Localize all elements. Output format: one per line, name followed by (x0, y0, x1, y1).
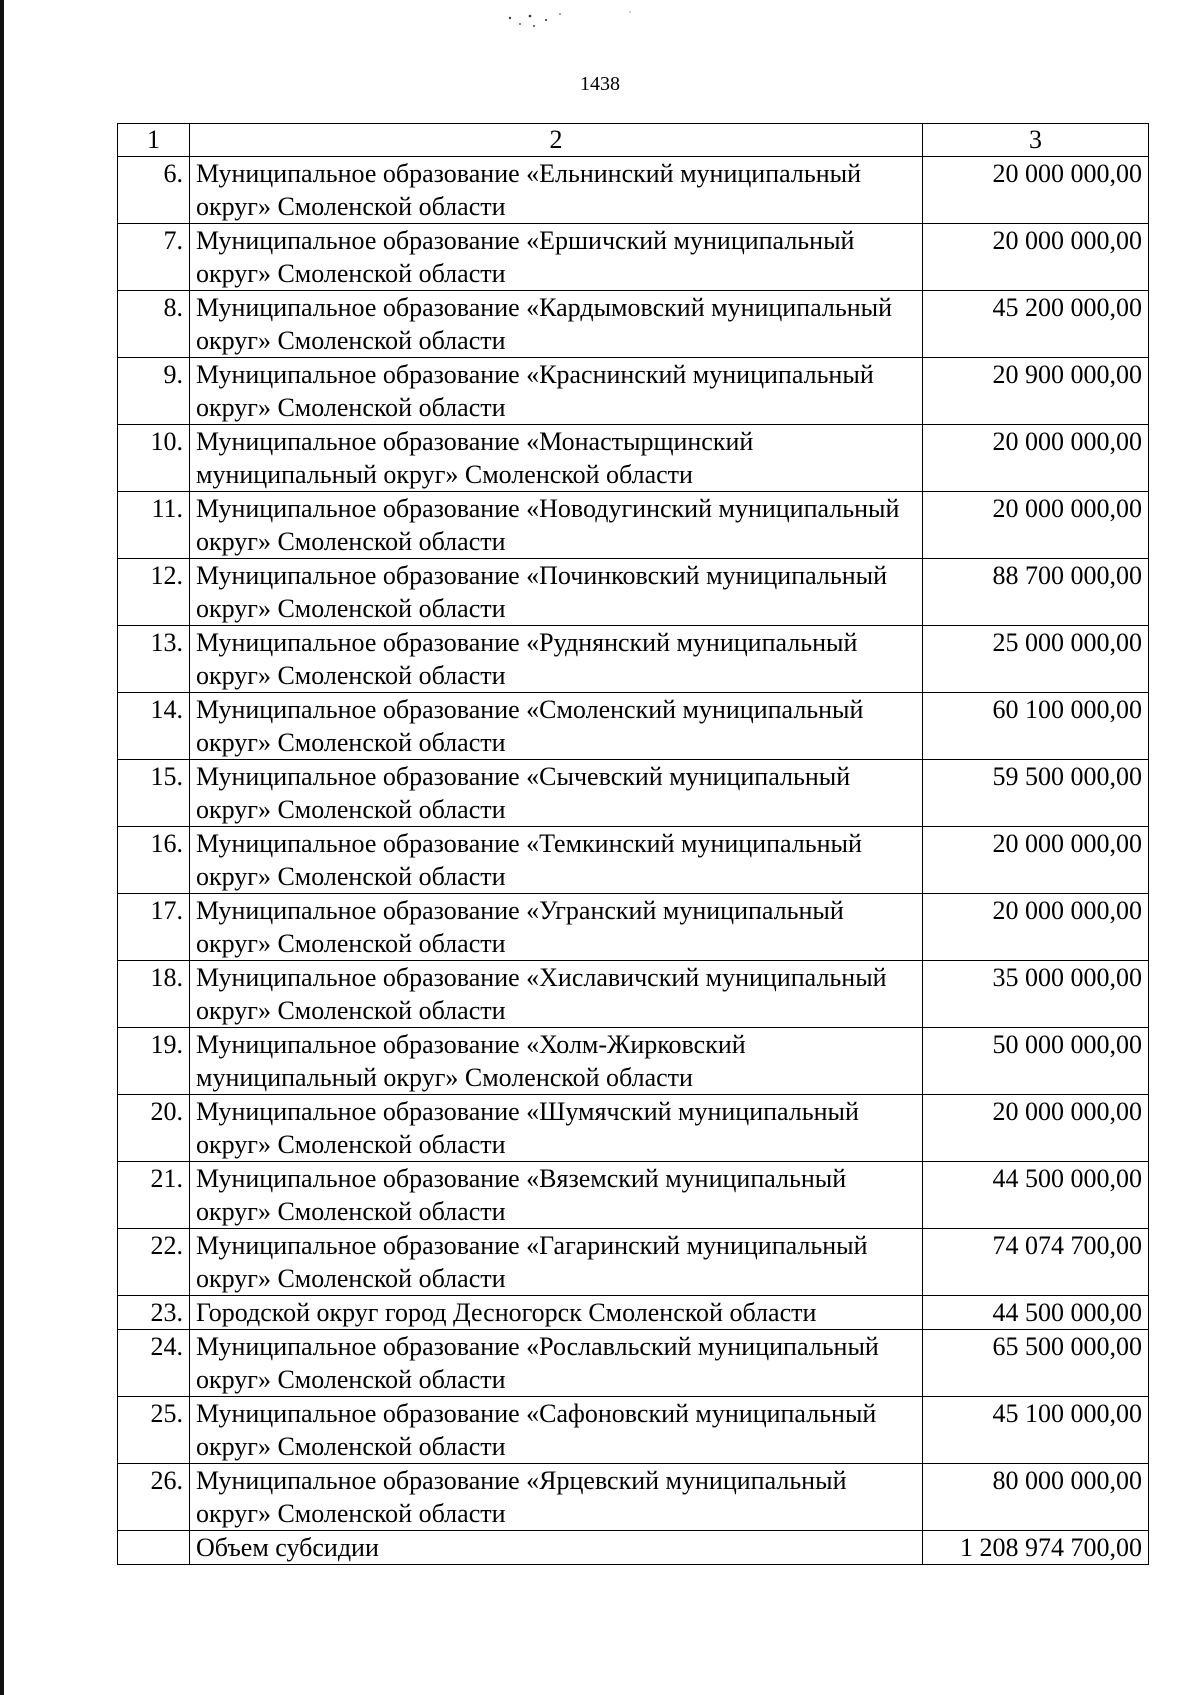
table-row (118, 224, 1149, 291)
table-row (118, 1464, 1149, 1531)
row-number: 25. (118, 1397, 190, 1464)
municipality-name: Муниципальное образование «Монастырщинский муниципальный округ» Смоленской области (190, 425, 923, 492)
subsidy-amount: 20 000 000,00 (923, 224, 1149, 291)
table-row (118, 1028, 1149, 1095)
subsidy-amount: 20 000 000,00 (923, 894, 1149, 961)
scan-edge (0, 0, 4, 1695)
table-row (118, 492, 1149, 559)
table-row (118, 626, 1149, 693)
subsidy-amount: 80 000 000,00 (923, 1464, 1149, 1531)
table-row (118, 894, 1149, 961)
table-row (118, 559, 1149, 626)
municipality-name: Муниципальное образование «Хиславичский муниципальный округ» Смоленской области (190, 961, 923, 1028)
row-number: 14. (118, 693, 190, 760)
subsidy-amount: 20 000 000,00 (923, 492, 1149, 559)
row-number: 20. (118, 1095, 190, 1162)
table-row (118, 358, 1149, 425)
row-number: 9. (118, 358, 190, 425)
subsidy-amount: 44 500 000,00 (923, 1162, 1149, 1229)
subsidy-amount: 20 000 000,00 (923, 1095, 1149, 1162)
municipality-name: Муниципальное образование «Сычевский муниципальный округ» Смоленской области (190, 760, 923, 827)
municipality-name: Муниципальное образование «Ельнинский муниципальный округ» Смоленской области (190, 157, 923, 224)
table-row (118, 157, 1149, 224)
row-number: 13. (118, 626, 190, 693)
subsidy-amount: 20 000 000,00 (923, 827, 1149, 894)
page-number: 1438 (580, 73, 620, 95)
municipality-name: Муниципальное образование «Кардымовский муниципальный округ» Смоленской области (190, 291, 923, 358)
subsidy-amount: 65 500 000,00 (923, 1330, 1149, 1397)
header-col-2: 2 (190, 124, 923, 157)
municipality-name: Муниципальное образование «Руднянский муниципальный округ» Смоленской области (190, 626, 923, 693)
row-number: 16. (118, 827, 190, 894)
municipality-name: Муниципальное образование «Шумячский муниципальный округ» Смоленской области (190, 1095, 923, 1162)
total-label: Объем субсидии (190, 1531, 923, 1565)
table-row (118, 760, 1149, 827)
subsidy-amount: 60 100 000,00 (923, 693, 1149, 760)
table-row (118, 693, 1149, 760)
total-number (118, 1531, 190, 1565)
row-number: 17. (118, 894, 190, 961)
municipality-name: Муниципальное образование «Смоленский муниципальный округ» Смоленской области (190, 693, 923, 760)
table-row (118, 1296, 1149, 1330)
subsidy-amount: 59 500 000,00 (923, 760, 1149, 827)
municipality-name: Муниципальное образование «Починковский муниципальный округ» Смоленской области (190, 559, 923, 626)
row-number: 8. (118, 291, 190, 358)
table-row (118, 1330, 1149, 1397)
row-number: 7. (118, 224, 190, 291)
header-col-1: 1 (118, 124, 190, 157)
municipality-name: Муниципальное образование «Холм-Жирковский муниципальный округ» Смоленской области (190, 1028, 923, 1095)
municipality-name: Муниципальное образование «Новодугинский муниципальный округ» Смоленской области (190, 492, 923, 559)
row-number: 26. (118, 1464, 190, 1531)
municipality-name: Муниципальное образование «Ершичский муниципальный округ» Смоленской области (190, 224, 923, 291)
subsidy-amount: 74 074 700,00 (923, 1229, 1149, 1296)
subsidy-amount: 44 500 000,00 (923, 1296, 1149, 1330)
subsidy-amount: 88 700 000,00 (923, 559, 1149, 626)
row-number: 6. (118, 157, 190, 224)
municipality-name: Муниципальное образование «Вяземский муниципальный округ» Смоленской области (190, 1162, 923, 1229)
row-number: 12. (118, 559, 190, 626)
header-col-3: 3 (923, 124, 1149, 157)
subsidy-amount: 50 000 000,00 (923, 1028, 1149, 1095)
row-number: 24. (118, 1330, 190, 1397)
row-number: 18. (118, 961, 190, 1028)
subsidy-amount: 25 000 000,00 (923, 626, 1149, 693)
row-number: 22. (118, 1229, 190, 1296)
municipality-name: Муниципальное образование «Краснинский муниципальный округ» Смоленской области (190, 358, 923, 425)
total-row (118, 1531, 1149, 1565)
scan-specks (450, 6, 710, 36)
total-amount: 1 208 974 700,00 (923, 1531, 1149, 1565)
row-number: 11. (118, 492, 190, 559)
table-row (118, 1397, 1149, 1464)
table-row (118, 1229, 1149, 1296)
subsidy-amount: 45 200 000,00 (923, 291, 1149, 358)
row-number: 15. (118, 760, 190, 827)
table-row (118, 291, 1149, 358)
subsidy-amount: 35 000 000,00 (923, 961, 1149, 1028)
row-number: 23. (118, 1296, 190, 1330)
municipality-name: Муниципальное образование «Темкинский муниципальный округ» Смоленской области (190, 827, 923, 894)
table-row (118, 425, 1149, 492)
subsidy-amount: 45 100 000,00 (923, 1397, 1149, 1464)
municipality-name: Городской округ город Десногорск Смоленской области (190, 1296, 923, 1330)
table-row (118, 961, 1149, 1028)
subsidy-amount: 20 000 000,00 (923, 157, 1149, 224)
municipality-name: Муниципальное образование «Гагаринский муниципальный округ» Смоленской области (190, 1229, 923, 1296)
row-number: 21. (118, 1162, 190, 1229)
subsidy-amount: 20 900 000,00 (923, 358, 1149, 425)
table-header-row (118, 124, 1149, 157)
subsidy-table (117, 123, 1149, 1565)
table-row (118, 1162, 1149, 1229)
table-row (118, 827, 1149, 894)
row-number: 10. (118, 425, 190, 492)
municipality-name: Муниципальное образование «Ярцевский муниципальный округ» Смоленской области (190, 1464, 923, 1531)
municipality-name: Муниципальное образование «Сафоновский муниципальный округ» Смоленской области (190, 1397, 923, 1464)
table-row (118, 1095, 1149, 1162)
municipality-name: Муниципальное образование «Рославльский муниципальный округ» Смоленской области (190, 1330, 923, 1397)
municipality-name: Муниципальное образование «Угранский муниципальный округ» Смоленской области (190, 894, 923, 961)
subsidy-amount: 20 000 000,00 (923, 425, 1149, 492)
row-number: 19. (118, 1028, 190, 1095)
